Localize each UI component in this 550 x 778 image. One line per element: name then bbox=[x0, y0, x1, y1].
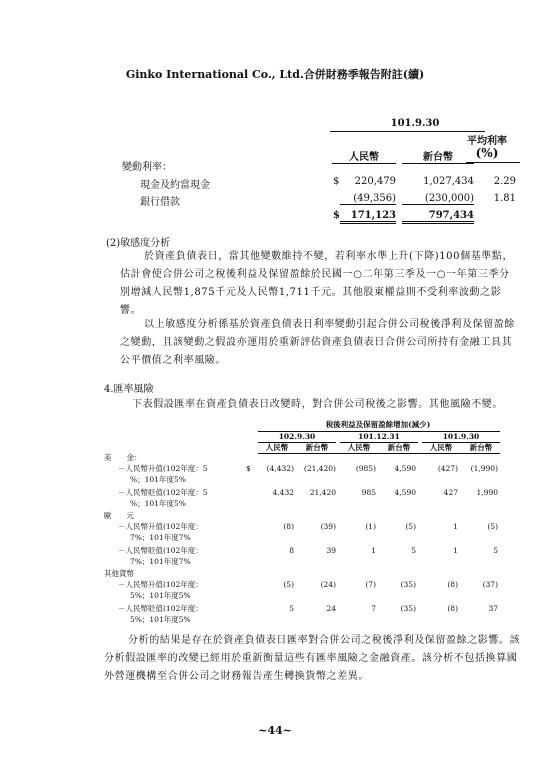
fx-date-2: 101.12.31 bbox=[358, 432, 400, 441]
total-dollar: $ bbox=[333, 210, 340, 221]
col-avg-rate-line1: 平均利率 bbox=[467, 136, 507, 147]
fx-cell: (5) bbox=[405, 522, 416, 531]
row-cash-label: 現金及約當現金 bbox=[140, 180, 210, 191]
fx-cell: (35) bbox=[400, 604, 416, 613]
fx-row-label-l2: 5%；101年度5% bbox=[130, 591, 191, 600]
fx-cell: (39) bbox=[320, 522, 336, 531]
fx-col-ntd-2: 新台幣 bbox=[387, 443, 411, 452]
fx-row-label-l2: 7%；101年度7% bbox=[130, 533, 191, 542]
fx-col-rmb-2: 人民幣 bbox=[347, 443, 371, 452]
fx-row-label-l1: －人民幣貶值(102年度： bbox=[118, 546, 203, 555]
fx-row-label-l2: %；101年度5% bbox=[130, 475, 186, 484]
fx-cell: 7 bbox=[371, 604, 376, 613]
fx-col-rmb-3: 人民幣 bbox=[429, 443, 453, 452]
fx-cell: (24) bbox=[320, 580, 336, 589]
fx-row-label-l1: －人民幣升值(102年度： bbox=[118, 522, 203, 531]
row-loan-rmb: (49,356) bbox=[340, 193, 396, 205]
fx-row-label-l2: %；101年度5% bbox=[130, 499, 186, 508]
fx-cell: 1 bbox=[453, 546, 458, 555]
row-loan-ntd: (230,000) bbox=[402, 193, 474, 205]
fx-cell: (8) bbox=[447, 604, 458, 613]
fx-cell: (5) bbox=[283, 580, 294, 589]
col-avg-rate-line2: (%) bbox=[475, 146, 499, 160]
fx-col-ntd-1: 新台幣 bbox=[305, 443, 329, 452]
fx-row-label-l1: －人民幣升值(102年度： bbox=[118, 580, 203, 589]
fx-cell: 21,420 bbox=[309, 488, 336, 497]
fx-row-label-l2: 7%；101年度7% bbox=[130, 557, 191, 566]
fx-col-rmb-1: 人民幣 bbox=[265, 443, 289, 452]
fx-cell: (985) bbox=[355, 464, 376, 473]
fx-cell: 1 bbox=[371, 546, 376, 555]
col-rmb: 人民幣 bbox=[332, 148, 396, 164]
row-cash-rmb: 220,479 bbox=[354, 176, 396, 187]
section-variable-rate: 變動利率： bbox=[122, 162, 172, 173]
fx-cell: (427) bbox=[437, 464, 458, 473]
fx-date-3: 101.9.30 bbox=[442, 432, 480, 441]
fx-cell: (37) bbox=[482, 580, 498, 589]
fx-row-label-l1: －人民幣貶值(102年度： bbox=[118, 604, 203, 613]
page-header-title: Ginko International Co., Ltd.合併財務季報告附註(續) bbox=[125, 68, 425, 81]
fx-cell: 4,590 bbox=[394, 464, 416, 473]
row-loan-label: 銀行借款 bbox=[140, 197, 180, 208]
fx-cell: 1,990 bbox=[476, 488, 498, 497]
fx-cell: 39 bbox=[326, 546, 336, 555]
fx-cell: (8) bbox=[283, 522, 294, 531]
fx-row-dollar: $ bbox=[246, 464, 251, 473]
rate-table-date: 101.9.30 bbox=[390, 118, 440, 129]
row-cash-rate: 2.29 bbox=[493, 176, 516, 187]
fx-table-title: 稅後利益及保留盈餘增加(減少) bbox=[325, 420, 431, 429]
fx-cell: 1 bbox=[453, 522, 458, 531]
fx-group-usd: 美 金： bbox=[104, 453, 142, 462]
sensitivity-paragraph-2: 以上敏感度分析係基於資產負債表日利率變動引起合併公司稅後淨利及保留盈餘之變動，且該變動之假設亦運用於重新評估資產負債表日合併公司所持有金融工具其公平價值之利率風險。 bbox=[120, 319, 515, 366]
fx-cell: 24 bbox=[326, 604, 336, 613]
total-rmb: 171,123 bbox=[340, 210, 396, 224]
sensitivity-paragraph-1: 於資產負債表日，當其他變數維持不變，若利率水準上升(下降)100個基準點，估計會使合併公司之稅後利益及保留盈餘於民國一○二年第三季及一○一年第三季分別增減人民幣1,875千元及人民幣1,711千元。其他股東權益則不受利率波動之影響。 bbox=[120, 251, 514, 316]
fx-cell: (4,432) bbox=[266, 464, 294, 473]
fx-cell: (35) bbox=[400, 580, 416, 589]
fx-closing-paragraph: 分析的結果是存在於資產負債表日匯率對合併公司之稅後淨利及保留盈餘之影響。該分析假設匯率的改變已經用於重新衡量這些有匯率風險之金融資產。該分析不包括換算國外營運機構至合併公司之財務報告產生轉換貨幣之差異。 bbox=[104, 635, 521, 682]
fx-heading: 4.匯率風險 bbox=[104, 384, 154, 395]
row-cash-dollar: $ bbox=[333, 176, 340, 187]
fx-group-other: 其他貨幣 bbox=[104, 569, 134, 578]
page-number: ~44~ bbox=[258, 724, 292, 737]
fx-cell: 985 bbox=[361, 488, 376, 497]
fx-cell: 5 bbox=[411, 546, 416, 555]
row-loan-rate: 1.81 bbox=[493, 193, 516, 204]
fx-cell: (1,990) bbox=[470, 464, 498, 473]
fx-row-label-l1: －人民幣貶值(102年度：5 bbox=[118, 488, 208, 497]
fx-cell: 427 bbox=[443, 488, 458, 497]
fx-cell: (1) bbox=[365, 522, 376, 531]
fx-paragraph: 下表假設匯率在資產負債表日改變時，對合併公司稅後之影響。其他風險不變。 bbox=[132, 399, 503, 410]
fx-cell: 5 bbox=[493, 546, 498, 555]
fx-col-ntd-3: 新台幣 bbox=[469, 443, 493, 452]
fx-cell: 4,590 bbox=[394, 488, 416, 497]
fx-date-1: 102.9.30 bbox=[278, 432, 316, 441]
fx-row-label-l2: 5%；101年度5% bbox=[130, 615, 191, 624]
fx-cell: 4,432 bbox=[272, 488, 294, 497]
avg-rate-underline bbox=[466, 162, 520, 163]
total-ntd: 797,434 bbox=[402, 210, 474, 224]
row-cash-ntd: 1,027,434 bbox=[423, 176, 474, 187]
fx-row-label-l1: －人民幣升值(102年度：5 bbox=[118, 464, 208, 473]
fx-cell: 8 bbox=[289, 546, 294, 555]
fx-cell: (5) bbox=[487, 522, 498, 531]
fx-header-rule bbox=[258, 453, 500, 454]
fx-cell: (7) bbox=[365, 580, 376, 589]
sensitivity-heading: (2)敏感度分析 bbox=[106, 238, 171, 249]
col-ntd: 新台幣 bbox=[402, 148, 474, 164]
fx-cell: 37 bbox=[488, 604, 498, 613]
fx-cell: (8) bbox=[447, 580, 458, 589]
fx-cell: (21,420) bbox=[303, 464, 336, 473]
fx-cell: 5 bbox=[289, 604, 294, 613]
fx-group-eur: 歐 元 bbox=[104, 511, 134, 520]
